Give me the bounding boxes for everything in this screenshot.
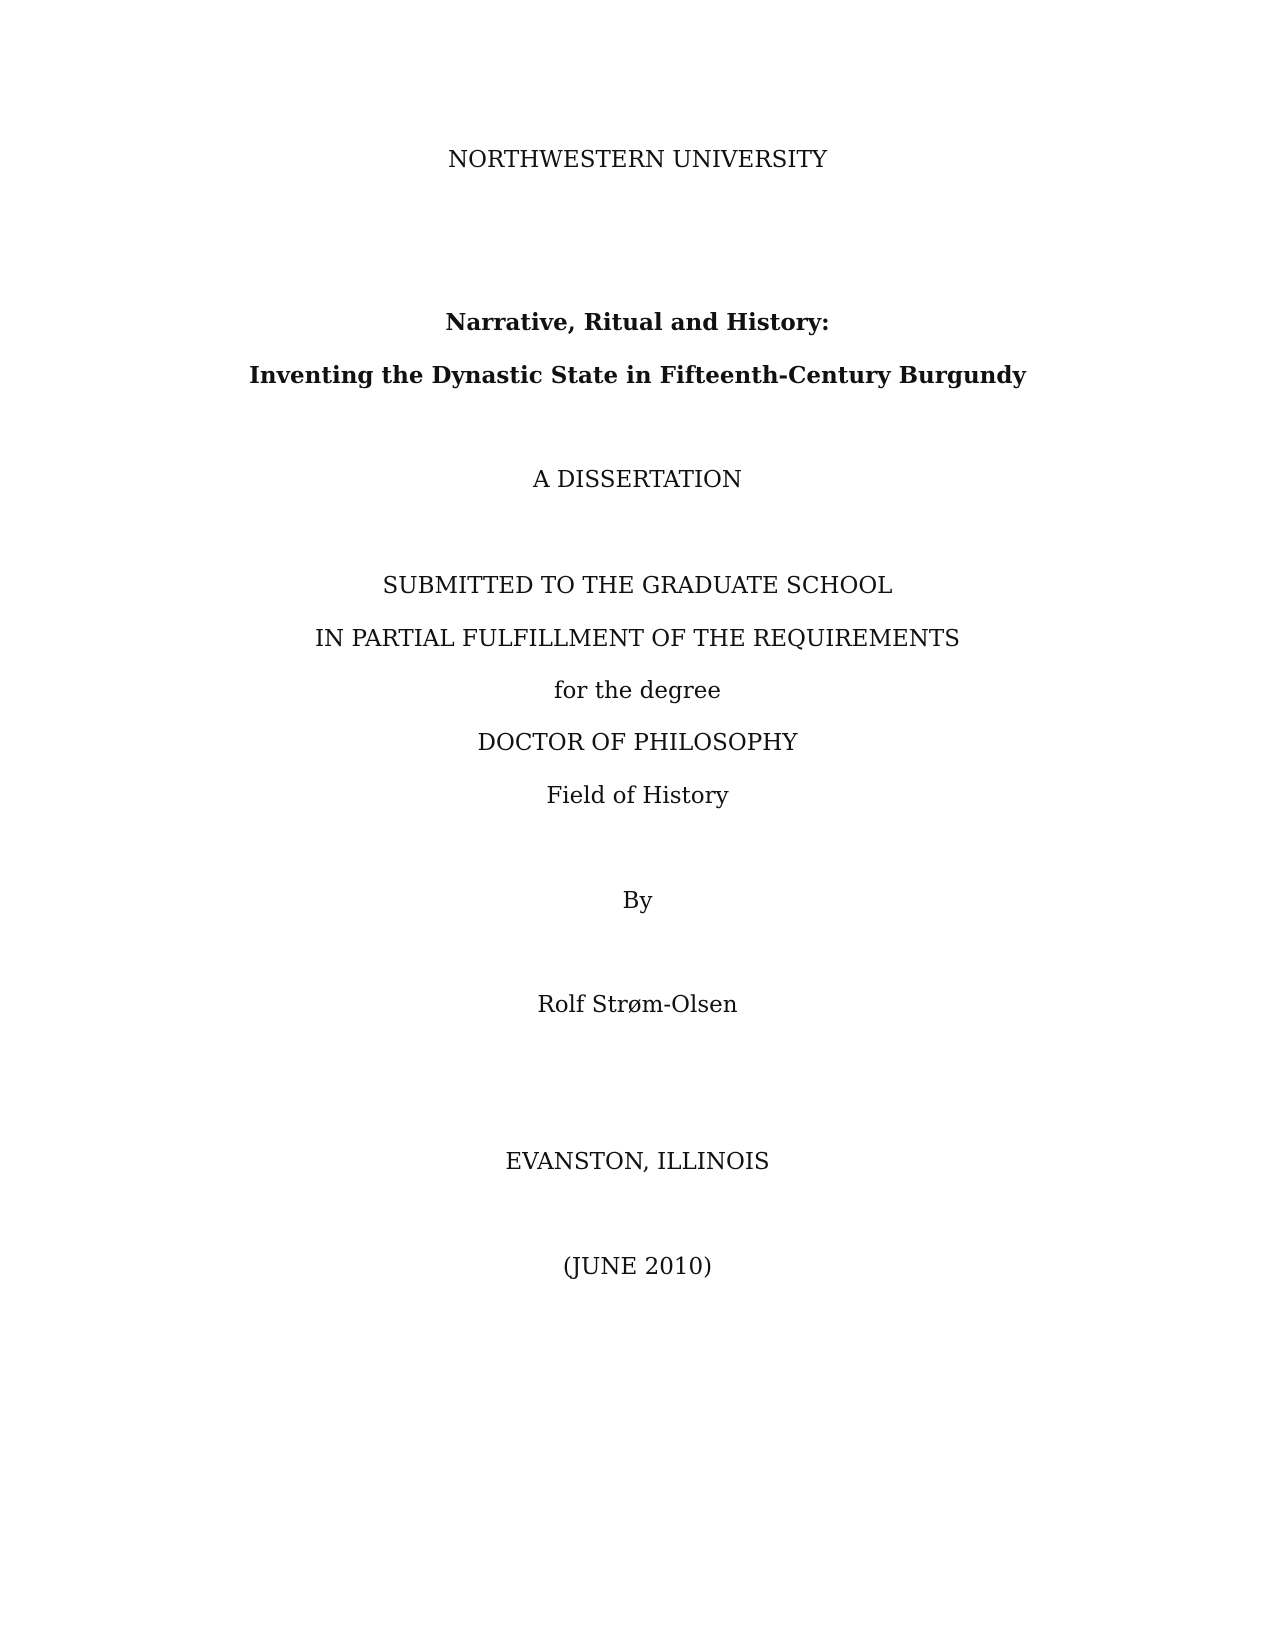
author-name: Rolf Strøm-Olsen bbox=[537, 992, 738, 1018]
degree-name: DOCTOR OF PHILOSOPHY bbox=[477, 730, 798, 756]
dissertation-title-line-2: Inventing the Dynastic State in Fifteenth-Century Burgundy bbox=[249, 362, 1026, 389]
by-label: By bbox=[622, 888, 653, 914]
submission-line-2: IN PARTIAL FULFILLMENT OF THE REQUIREMENTS bbox=[314, 626, 961, 652]
place: EVANSTON, ILLINOIS bbox=[505, 1149, 770, 1175]
date: (JUNE 2010) bbox=[562, 1254, 713, 1280]
dissertation-title-line-1: Narrative, Ritual and History: bbox=[445, 309, 830, 336]
institution-name: NORTHWESTERN UNIVERSITY bbox=[447, 147, 828, 173]
document-type: A DISSERTATION bbox=[532, 467, 743, 493]
submission-line-1: SUBMITTED TO THE GRADUATE SCHOOL bbox=[382, 573, 893, 599]
submission-line-3: for the degree bbox=[554, 678, 721, 704]
field-of-study: Field of History bbox=[546, 783, 729, 809]
